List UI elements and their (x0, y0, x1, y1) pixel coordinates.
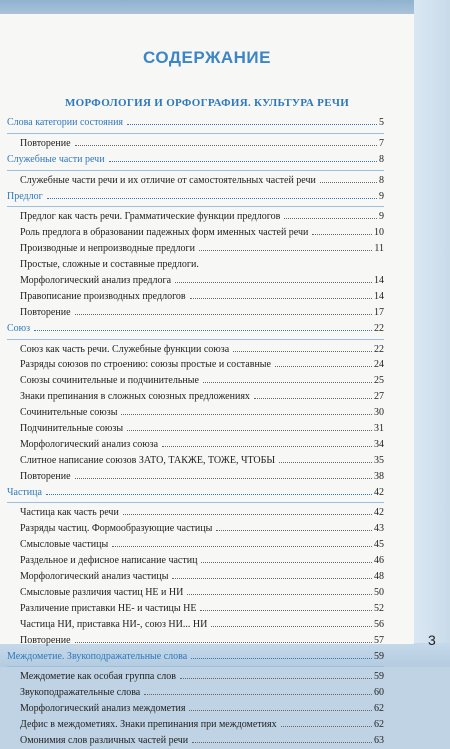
dot-leader (200, 609, 372, 611)
dot-leader (121, 413, 372, 415)
entry-title: Слитное написание союзов ЗАТО, ТАКЖЕ, ТОЖЕ, ЧТОБЫ (20, 454, 276, 466)
toc-entry (7, 273, 384, 289)
toc-entry (7, 173, 384, 189)
toc-entry (7, 469, 384, 485)
section-title: Служебные части речи (7, 153, 105, 165)
entry-title: Простые, сложные и составные предлоги. (20, 259, 199, 271)
dot-leader (47, 197, 377, 199)
entry-title: Сочинительные союзы (20, 407, 118, 419)
dot-leader (254, 397, 372, 399)
page-reference: 38 (374, 470, 384, 482)
toc-entry (7, 453, 384, 469)
page-reference: 59 (374, 671, 384, 683)
toc-section-heading (7, 649, 384, 665)
toc-entry (7, 357, 384, 373)
page-reference: 46 (374, 555, 384, 567)
toc-entry (7, 209, 384, 225)
toc-section-heading (7, 321, 384, 337)
entry-title: Производные и непроизводные предлоги (20, 243, 195, 255)
page-reference: 35 (374, 454, 384, 466)
entry-title: Смысловые различия частиц НЕ и НИ (20, 586, 184, 598)
dot-leader (144, 693, 372, 695)
page-reference: 11 (374, 243, 384, 255)
dot-leader (312, 233, 372, 235)
section-divider (7, 133, 384, 134)
page-reference: 57 (374, 634, 384, 646)
dot-leader (172, 577, 372, 579)
toc-entry (7, 617, 384, 633)
table-of-contents (7, 115, 384, 749)
toc-entry (7, 257, 384, 273)
entry-title: Морфологический анализ союза (20, 438, 159, 450)
toc-entry (7, 305, 384, 321)
dot-leader (187, 593, 372, 595)
toc-entry (7, 289, 384, 305)
dot-leader (127, 429, 372, 431)
entry-title: Морфологический анализ частицы (20, 571, 169, 583)
dot-leader (123, 513, 372, 515)
dot-leader (275, 365, 372, 367)
dot-leader (75, 144, 377, 146)
page-reference: 25 (374, 375, 384, 387)
dot-leader (75, 477, 372, 479)
dot-leader (233, 350, 372, 352)
page-reference: 30 (374, 407, 384, 419)
dot-leader (162, 445, 372, 447)
dot-leader (281, 725, 372, 727)
page-reference: 9 (379, 211, 384, 223)
entry-title: Морфологический анализ предлога (20, 275, 172, 287)
toc-section-heading (7, 189, 384, 205)
page-reference: 7 (379, 137, 384, 149)
toc-entry (7, 225, 384, 241)
toc-entry (7, 521, 384, 537)
entry-title: Предлог как часть речи. Грамматические функции предлогов (20, 211, 281, 223)
dot-leader (191, 657, 372, 659)
dot-leader (279, 461, 372, 463)
toc-entry (7, 601, 384, 617)
page-reference: 22 (374, 322, 384, 334)
contents-page (0, 14, 414, 746)
page-reference: 59 (374, 650, 384, 662)
page-reference: 27 (374, 391, 384, 403)
dot-leader (203, 266, 382, 267)
dot-leader (190, 297, 372, 299)
toc-entry (7, 505, 384, 521)
entry-title: Роль предлога в образовании падежных форм именных частей речи (20, 227, 309, 239)
entry-title: Повторение (20, 137, 71, 149)
right-background-band (414, 0, 450, 667)
entry-title: Повторение (20, 634, 71, 646)
toc-entry (7, 569, 384, 585)
dot-leader (175, 281, 372, 283)
section-title: Междометие. Звукоподражательные слова (7, 650, 188, 662)
entry-title: Смысловые частицы (20, 539, 109, 551)
dot-leader (211, 625, 372, 627)
entry-title: Раздельное и дефисное написание частиц (20, 555, 198, 567)
page-reference: 50 (374, 586, 384, 598)
toc-entry (7, 717, 384, 733)
entry-title: Частица как часть речи (20, 507, 119, 519)
entry-title: Междометие как особая группа слов (20, 671, 177, 683)
dot-leader (127, 123, 377, 125)
entry-title: Омонимия слов различных частей речи (20, 734, 189, 746)
page-reference: 9 (379, 190, 384, 202)
entry-title: Правописание производных предлогов (20, 290, 186, 302)
page-reference: 43 (374, 523, 384, 535)
toc-entry (7, 553, 384, 569)
toc-entry (7, 241, 384, 257)
section-divider (7, 170, 384, 171)
dot-leader (201, 561, 372, 563)
page-reference: 62 (374, 719, 384, 731)
toc-section-heading (7, 485, 384, 501)
toc-entry (7, 136, 384, 152)
dot-leader (189, 709, 372, 711)
toc-entry (7, 389, 384, 405)
toc-entry (7, 437, 384, 453)
dot-leader (199, 249, 372, 251)
page-reference: 31 (374, 423, 384, 435)
entry-title: Союзы сочинительные и подчинительные (20, 375, 199, 387)
entry-title: Служебные части речи и их отличие от самостоятельных частей речи (20, 174, 316, 186)
page-reference: 45 (374, 539, 384, 551)
dot-leader (203, 381, 372, 383)
toc-entry (7, 701, 384, 717)
dot-leader (34, 329, 372, 331)
toc-section-heading (7, 152, 384, 168)
entry-title: Частица НИ, приставка НИ-, союз НИ... НИ (20, 618, 208, 630)
entry-title: Разряды союзов по строению: союзы простые и составные (20, 359, 271, 371)
page-reference: 10 (374, 227, 384, 239)
dot-leader (75, 641, 372, 643)
entry-title: Союз как часть речи. Служебные функции союза (20, 343, 230, 355)
page-reference: 62 (374, 703, 384, 715)
page-reference: 14 (374, 275, 384, 287)
toc-entry (7, 421, 384, 437)
part-title: МОРФОЛОГИЯ И ОРФОГРАФИЯ. КУЛЬТУРА РЕЧИ (64, 97, 350, 109)
section-title: Слова категории состояния (7, 117, 124, 128)
section-divider (7, 502, 384, 503)
entry-title: Подчинительные союзы (20, 423, 124, 435)
page-reference: 42 (374, 486, 384, 498)
dot-leader (180, 677, 372, 679)
toc-entry (7, 585, 384, 601)
page-reference: 56 (374, 618, 384, 630)
dot-leader (192, 741, 372, 743)
page-reference: 8 (379, 174, 384, 186)
page-reference: 22 (374, 343, 384, 355)
page-reference: 34 (374, 438, 384, 450)
page-reference: 8 (379, 153, 384, 165)
dot-leader (109, 160, 377, 162)
entry-title: Дефис в междометиях. Знаки препинания при междометиях (20, 719, 277, 731)
toc-entry (7, 633, 384, 649)
page-reference: 14 (374, 290, 384, 302)
toc-entry (7, 405, 384, 421)
toc-entry (7, 373, 384, 389)
entry-title: Знаки препинания в сложных союзных предложениях (20, 391, 250, 403)
entry-title: Различение приставки НЕ- и частицы НЕ (20, 602, 197, 614)
entry-title: Морфологический анализ междометия (20, 703, 186, 715)
page-reference: 63 (374, 734, 384, 746)
dot-leader (216, 529, 372, 531)
section-title: Предлог (7, 190, 43, 202)
page-reference: 17 (374, 306, 384, 318)
section-title: Частица (7, 486, 42, 498)
page-reference: 42 (374, 507, 384, 519)
page-reference: 5 (379, 117, 384, 128)
entry-title: Повторение (20, 306, 71, 318)
toc-entry (7, 342, 384, 358)
page-reference: 60 (374, 687, 384, 699)
dot-leader (46, 493, 372, 495)
dot-leader (112, 545, 372, 547)
toc-section-heading (7, 115, 384, 131)
entry-title: Звукоподражательные слова (20, 687, 141, 699)
toc-entry (7, 733, 384, 749)
dot-leader (75, 313, 372, 315)
entry-title: Повторение (20, 470, 71, 482)
toc-entry (7, 685, 384, 701)
section-divider (7, 339, 384, 340)
page-reference: 24 (374, 359, 384, 371)
dot-leader (320, 181, 377, 183)
entry-title: Разряды частиц. Формообразующие частицы (20, 523, 213, 535)
page-title: СОДЕРЖАНИЕ (143, 48, 271, 67)
toc-entry (7, 537, 384, 553)
page-reference: 52 (374, 602, 384, 614)
page-number: 3 (428, 632, 436, 648)
section-divider (7, 206, 384, 207)
dot-leader (284, 217, 377, 219)
section-title: Союз (7, 322, 31, 334)
page-reference: 48 (374, 571, 384, 583)
toc-entry (7, 669, 384, 685)
